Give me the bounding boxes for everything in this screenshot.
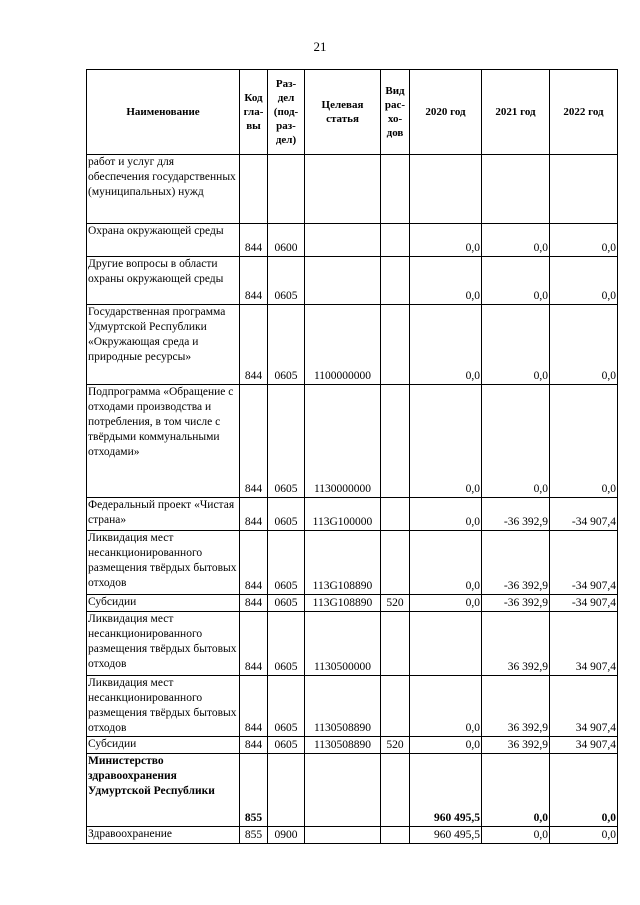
cell-vid [381,531,410,595]
table-row [87,257,618,305]
cell-vid [381,257,410,305]
table-row [87,737,618,754]
cell-section: 0605 [268,676,305,737]
cell-target: 1130000000 [305,385,381,498]
cell-y2021: 36 392,9 [482,612,550,676]
header-code: Код гла-вы [240,70,268,155]
cell-y2022: 0,0 [550,827,618,844]
cell-vid [381,224,410,257]
cell-section [268,155,305,224]
page-number: 21 [313,39,327,54]
cell-y2020: 0,0 [410,531,482,595]
cell-y2020: 0,0 [410,595,482,612]
cell-y2021: 0,0 [482,827,550,844]
cell-y2021: -36 392,9 [482,595,550,612]
cell-vid [381,385,410,498]
table-body [87,155,618,844]
cell-y2020: 960 495,5 [410,827,482,844]
cell-y2021: 36 392,9 [482,676,550,737]
cell-y2021: 0,0 [482,224,550,257]
cell-target: 113G108890 [305,531,381,595]
cell-name: Охрана окружающей среды [87,224,240,257]
table-row [87,595,618,612]
cell-name: Государственная программа Удмуртской Республики «Окружающая среда и природные ресурсы» [87,305,240,385]
cell-target [305,155,381,224]
cell-y2020: 0,0 [410,676,482,737]
table-row [87,676,618,737]
cell-y2020: 960 495,5 [410,754,482,827]
cell-target: 1130500000 [305,612,381,676]
cell-vid [381,754,410,827]
cell-vid [381,498,410,531]
cell-code: 844 [240,305,268,385]
table-row [87,754,618,827]
table-row [87,155,618,224]
table-row [87,224,618,257]
cell-section: 0605 [268,257,305,305]
cell-section: 0605 [268,305,305,385]
cell-y2021: -36 392,9 [482,531,550,595]
cell-vid [381,676,410,737]
cell-code: 855 [240,827,268,844]
cell-section: 0605 [268,737,305,754]
cell-target: 1130508890 [305,676,381,737]
cell-y2020: 0,0 [410,305,482,385]
table-row [87,531,618,595]
cell-y2022: 34 907,4 [550,612,618,676]
cell-y2020: 0,0 [410,737,482,754]
cell-y2020: 0,0 [410,257,482,305]
cell-vid: 520 [381,595,410,612]
table-row [87,385,618,498]
cell-code: 844 [240,531,268,595]
cell-target [305,827,381,844]
cell-vid [381,155,410,224]
table-header-row [87,70,618,155]
header-name: Наименование [87,70,240,155]
cell-y2020: 0,0 [410,498,482,531]
budget-table [86,69,618,844]
cell-vid [381,612,410,676]
header-target: Целевая статья [305,70,381,155]
cell-target [305,257,381,305]
cell-code: 844 [240,595,268,612]
cell-section: 0605 [268,498,305,531]
cell-target: 113G108890 [305,595,381,612]
cell-name: Ликвидация мест несанкционированного размещения твёрдых бытовых отходов [87,531,240,595]
cell-vid [381,305,410,385]
cell-y2020: 0,0 [410,385,482,498]
cell-code [240,155,268,224]
cell-y2022: 0,0 [550,224,618,257]
cell-code: 844 [240,612,268,676]
cell-code: 844 [240,498,268,531]
cell-name: Другие вопросы в области охраны окружающей среды [87,257,240,305]
cell-name: Федеральный проект «Чистая страна» [87,498,240,531]
cell-y2021: 0,0 [482,305,550,385]
table-row [87,827,618,844]
cell-vid: 520 [381,737,410,754]
cell-target [305,224,381,257]
cell-name: Ликвидация мест несанкционированного размещения твёрдых бытовых отходов [87,676,240,737]
cell-section [268,754,305,827]
cell-section: 0900 [268,827,305,844]
cell-section: 0605 [268,595,305,612]
cell-target [305,754,381,827]
cell-y2020 [410,155,482,224]
cell-section: 0605 [268,531,305,595]
cell-y2022: 34 907,4 [550,737,618,754]
cell-name: работ и услуг для обеспечения государственных (муниципальных) нужд [87,155,240,224]
cell-y2022: -34 907,4 [550,595,618,612]
cell-name: Субсидии [87,595,240,612]
cell-section: 0600 [268,224,305,257]
cell-y2022: 0,0 [550,257,618,305]
table-row [87,498,618,531]
table-row [87,305,618,385]
cell-y2021: 36 392,9 [482,737,550,754]
cell-code: 844 [240,676,268,737]
header-2021: 2021 год [482,70,550,155]
cell-y2022: 0,0 [550,385,618,498]
cell-code: 844 [240,737,268,754]
cell-y2022: 34 907,4 [550,676,618,737]
cell-vid [381,827,410,844]
cell-y2020: 0,0 [410,224,482,257]
cell-name: Субсидии [87,737,240,754]
cell-y2021: 0,0 [482,257,550,305]
header-vid: Вид рас-хо-дов [381,70,410,155]
cell-y2021: 0,0 [482,754,550,827]
cell-y2021: -36 392,9 [482,498,550,531]
cell-y2021: 0,0 [482,385,550,498]
cell-code: 844 [240,224,268,257]
cell-y2020 [410,612,482,676]
cell-y2022: 0,0 [550,305,618,385]
cell-target: 113G100000 [305,498,381,531]
cell-name: Министерство здравоохранения Удмуртской Республики [87,754,240,827]
cell-y2022 [550,155,618,224]
header-section: Раз-дел (под-раз-дел) [268,70,305,155]
cell-y2021 [482,155,550,224]
table-row [87,612,618,676]
cell-name: Подпрограмма «Обращение с отходами производства и потребления, в том числе с твёрдыми коммунальными отходами» [87,385,240,498]
cell-y2022: -34 907,4 [550,498,618,531]
cell-name: Ликвидация мест несанкционированного размещения твёрдых бытовых отходов [87,612,240,676]
cell-target: 1100000000 [305,305,381,385]
cell-name: Здравоохранение [87,827,240,844]
cell-code: 844 [240,385,268,498]
cell-code: 844 [240,257,268,305]
header-2022: 2022 год [550,70,618,155]
cell-section: 0605 [268,612,305,676]
header-2020: 2020 год [410,70,482,155]
cell-section: 0605 [268,385,305,498]
cell-y2022: 0,0 [550,754,618,827]
cell-code: 855 [240,754,268,827]
cell-target: 1130508890 [305,737,381,754]
cell-y2022: -34 907,4 [550,531,618,595]
